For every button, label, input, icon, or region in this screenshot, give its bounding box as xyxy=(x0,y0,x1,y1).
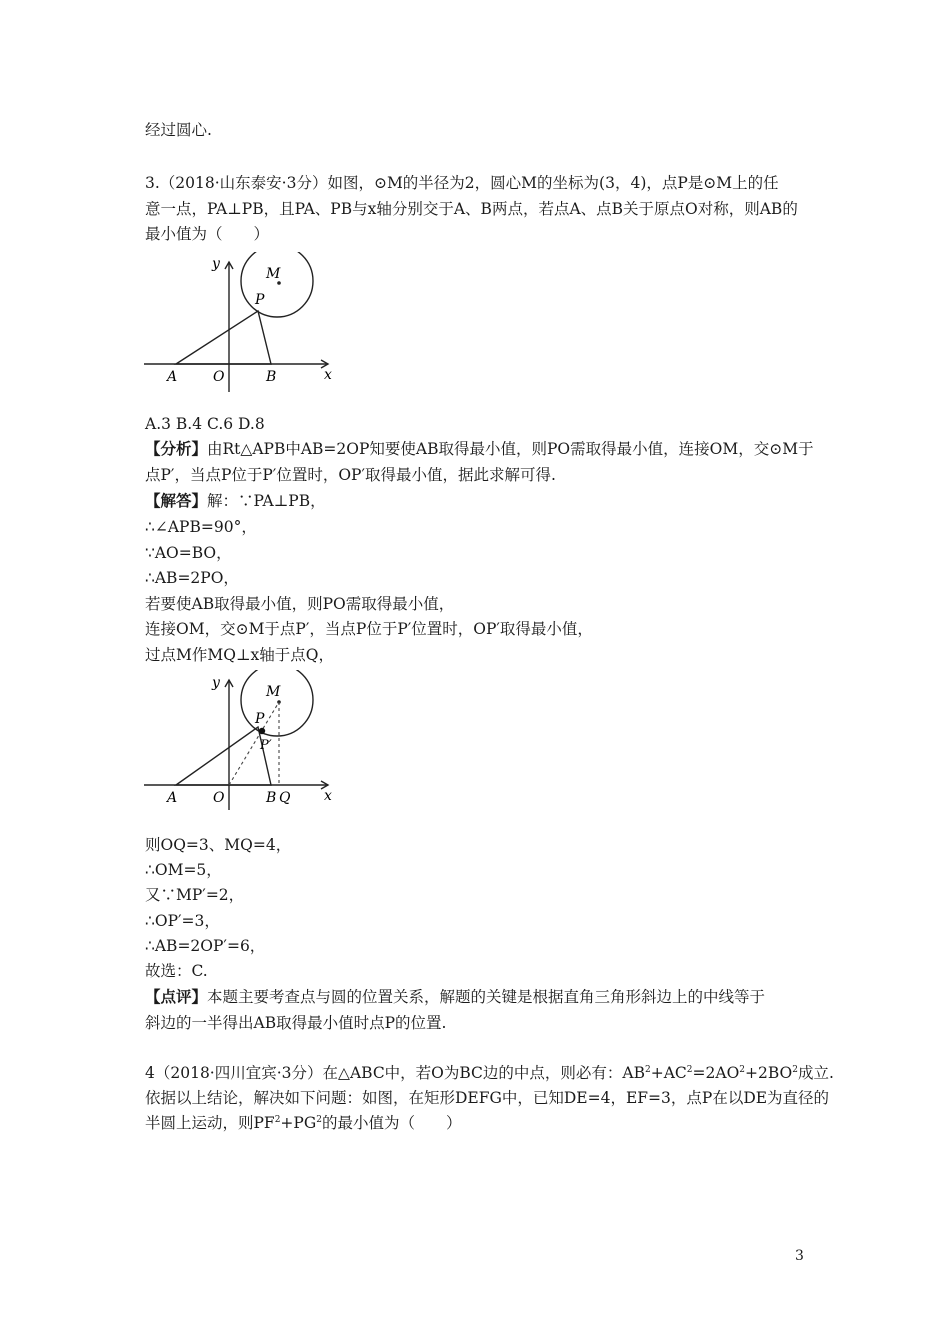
text-run: =2AO xyxy=(692,1064,740,1082)
y-axis-label: y xyxy=(212,675,220,691)
point-m-label: M xyxy=(266,266,281,282)
point-o-label: O xyxy=(213,790,225,806)
point-b-label: B xyxy=(266,790,277,806)
analysis-line-1 xyxy=(145,437,814,461)
solution-step: 故选：C. xyxy=(145,962,208,980)
point-p-prime-label: P′ xyxy=(260,738,272,753)
point-a-label: A xyxy=(167,369,178,385)
solution-step: ∴AB=2OP′=6， xyxy=(145,937,266,955)
superscript: 2 xyxy=(686,1065,693,1075)
point-p-label: P xyxy=(255,292,265,308)
solution-line-1 xyxy=(145,489,326,513)
solution-step: 连接OM，交⊙M于点P′，当点P位于P′位置时，OP′取得最小值， xyxy=(145,620,593,638)
superscript: 2 xyxy=(792,1065,798,1075)
solution-step: 则OQ=3、MQ=4， xyxy=(145,836,292,854)
figure-circle-triangle xyxy=(140,252,350,396)
text-run: 的最小值为（ ） xyxy=(321,1114,462,1132)
solution-step: 若要使AB取得最小值，则PO需取得最小值， xyxy=(145,595,455,613)
point-p-label: P xyxy=(255,711,265,727)
comment-line-2: 斜边的一半得出AB取得最小值时点P的位置. xyxy=(145,1014,447,1032)
point-o-label: O xyxy=(213,369,225,385)
question-4-line-3 xyxy=(145,1111,461,1135)
solution-step: ∴OP′=3， xyxy=(145,912,220,930)
comment-tag: 【点评】 xyxy=(145,987,208,1006)
page-number: 3 xyxy=(795,1248,804,1264)
text-run: +2BO xyxy=(745,1064,793,1082)
solution-step: ∴OM=5， xyxy=(145,861,222,879)
point-q-label: Q xyxy=(279,790,291,806)
point-m-label: M xyxy=(266,684,281,700)
text-line: 经过圆心. xyxy=(145,121,212,139)
solution-step: ∵AO=BO， xyxy=(145,544,232,562)
solution-step: ∴AB=2PO， xyxy=(145,569,239,587)
question-3-line-1: 3.（2018·山东泰安·3分）如图，⊙M的半径为2，圆心M的坐标为(3，4)，点P是⊙M上的任 xyxy=(145,174,779,192)
superscript: 2 xyxy=(316,1115,322,1125)
point-b-label: B xyxy=(266,369,277,385)
answer-options: A.3 B.4 C.6 D.8 xyxy=(145,415,265,433)
analysis-line-2: 点P′，当点P位于P′位置时，OP′取得最小值，据此求解可得. xyxy=(145,466,556,484)
solution-step: ∴∠APB=90°， xyxy=(145,518,257,536)
text-run: +PG xyxy=(280,1114,317,1132)
comment-text: 本题主要考查点与圆的位置关系，解题的关键是根据直角三角形斜边上的中线等于 xyxy=(207,988,766,1006)
analysis-text: 由Rt△APB中AB=2OP知要使AB取得最小值，则PO需取得最小值，连接OM，交⊙M于 xyxy=(207,440,814,458)
superscript: 2 xyxy=(274,1115,281,1125)
text-run: 4（2018·四川宜宾·3分）在△ABC中，若O为BC边的中点，则必有：AB xyxy=(145,1064,646,1082)
superscript: 2 xyxy=(645,1065,651,1075)
text-run: 成立. xyxy=(797,1064,834,1082)
superscript: 2 xyxy=(739,1065,746,1075)
x-axis-label: x xyxy=(324,788,332,804)
solution-text: 解：∵PA⊥PB， xyxy=(207,492,326,510)
text-run: +AC xyxy=(650,1064,687,1082)
comment-line-1 xyxy=(145,985,765,1009)
solution-step: 过点M作MQ⊥x轴于点Q， xyxy=(145,646,334,664)
question-4-line-1 xyxy=(145,1061,834,1085)
analysis-tag: 【分析】 xyxy=(145,439,208,458)
solution-tag: 【解答】 xyxy=(145,491,208,510)
figure-circle-triangle-with-foot xyxy=(140,670,350,814)
x-axis-label: x xyxy=(324,367,332,383)
text-run: 半圆上运动，则PF xyxy=(145,1114,275,1132)
point-a-label: A xyxy=(167,790,178,806)
question-3-line-2: 意一点，PA⊥PB，且PA、PB与x轴分别交于A、B两点，若点A、点B关于原点O对称，则AB的 xyxy=(145,200,798,218)
question-4-line-2: 依据以上结论，解决如下问题：如图，在矩形DEFG中，已知DE=4，EF=3，点P在以DE为直径的 xyxy=(145,1089,830,1107)
y-axis-label: y xyxy=(212,256,220,272)
solution-step: 又∵MP′=2， xyxy=(145,886,245,904)
question-3-line-3: 最小值为（ ） xyxy=(145,225,270,243)
